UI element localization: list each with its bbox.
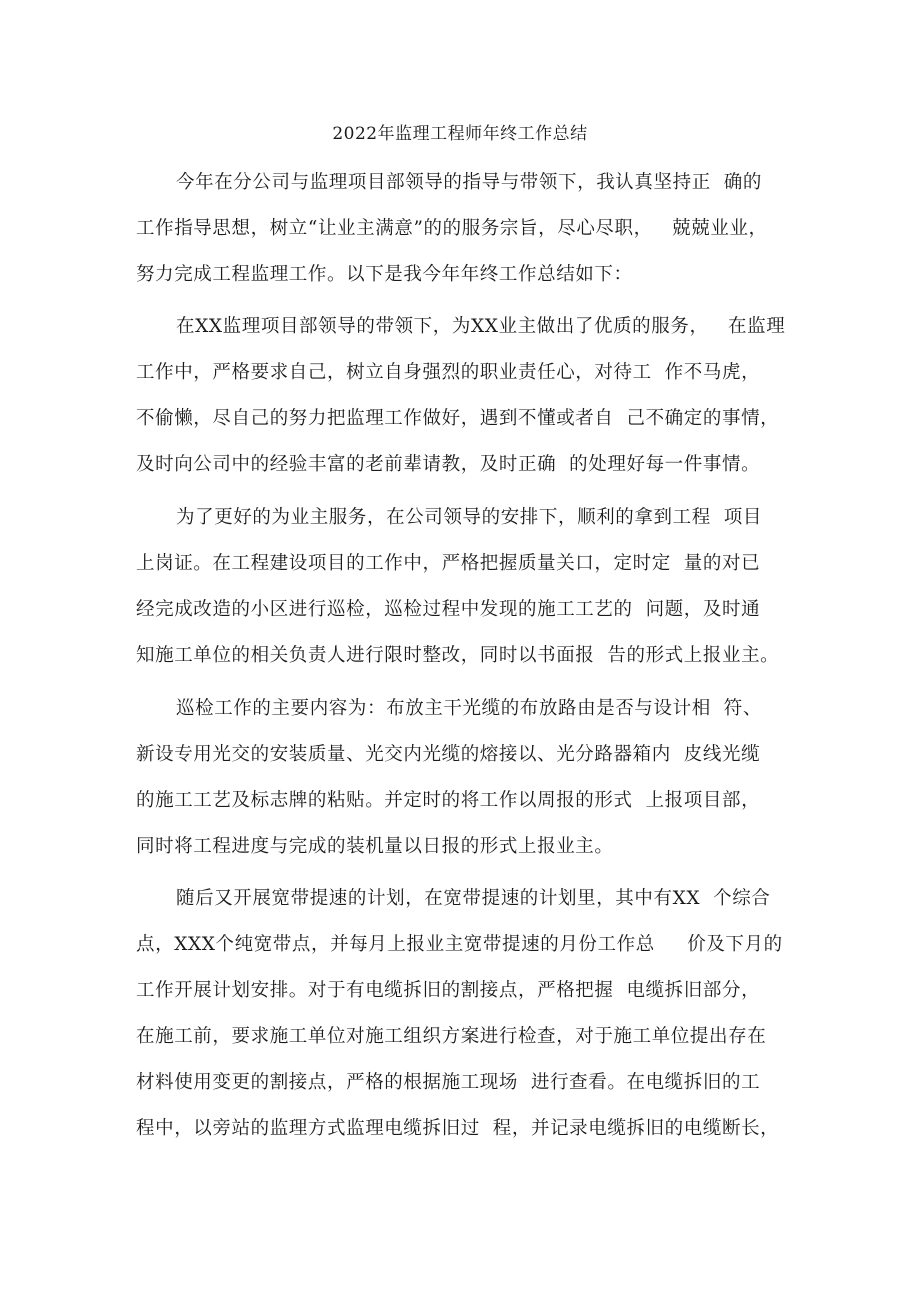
document-title: 2022年监理工程师年终工作总结: [332, 124, 588, 144]
paragraph-3-line-2: 上岗证。在工程建设项目的工作中，严格把握质量关口，定时定 量的对已: [136, 553, 761, 574]
paragraph-5-line-6: 程中，以旁站的监理方式监理电缆拆旧过 程，并记录电缆拆旧的电缆断长，: [136, 1118, 780, 1139]
paragraph-1-line-1: 今年在分公司与监理项目部领导的指导与带领下，我认真坚持正 确的: [176, 172, 762, 193]
paragraph-2-line-1: 在XX监理项目部领导的带领下，为XX业主做出了优质的服务， 在监理: [176, 316, 786, 337]
paragraph-4-line-4: 同时将工程进度与完成的装机量以日报的形式上报业主。: [136, 836, 614, 857]
paragraph-5-line-2: 点，XXX个纯宽带点，并每月上报业主宽带提速的月份工作总 价及下月的: [136, 934, 783, 955]
paragraph-5-line-4: 在施工前，要求施工单位对施工组织方案进行检查，对于施工单位提出存在: [136, 1026, 767, 1047]
paragraph-1-line-2: 工作指导思想，树立“让业主满意”的的服务宗旨，尽心尽职， 兢兢业业，: [136, 218, 768, 239]
paragraph-3-line-3: 经完成改造的小区进行巡检，巡检过程中发现的施工工艺的 问题，及时通: [136, 599, 761, 620]
paragraph-4-line-1: 巡检工作的主要内容为：布放主干光缆的布放路由是否与设计相 符、: [176, 698, 762, 719]
paragraph-1-line-3: 努力完成工程监理工作。以下是我今年年终工作总结如下：: [136, 264, 633, 285]
paragraph-4-line-2: 新设专用光交的安装质量、光交内光缆的熔接以、光分路器箱内 皮线光缆: [136, 744, 761, 765]
paragraph-5-line-1: 随后又开展宽带提速的计划，在宽带提速的计划里，其中有XX 个综合: [176, 888, 771, 909]
paragraph-2-line-3: 不偷懒，尽自己的努力把监理工作做好，遇到不懂或者自 己不确定的事情，: [136, 408, 780, 429]
paragraph-4-line-3: 的施工工艺及标志牌的粘贴。并定时的将工作以周报的形式 上报项目部，: [136, 790, 761, 811]
paragraph-3-line-4: 知施工单位的相关负责人进行限时整改，同时以书面报 告的形式上报业主。: [136, 645, 780, 666]
paragraph-5-line-5: 材料使用变更的割接点，严格的根据施工现场 进行查看。在电缆拆旧的工: [136, 1072, 761, 1093]
paragraph-2-line-4: 及时向公司中的经验丰富的老前辈请教，及时正确 的处理好每一件事情。: [136, 454, 761, 475]
paragraph-3-line-1: 为了更好的为业主服务，在公司领导的安排下，顺利的拿到工程 项目: [176, 507, 762, 528]
paragraph-5-line-3: 工作开展计划安排。对于有电缆拆旧的割接点，严格把握 电缆拆旧部分，: [136, 980, 761, 1001]
paragraph-2-line-2: 工作中，严格要求自己，树立自身强烈的职业责任心，对待工 作不马虎，: [136, 362, 761, 383]
